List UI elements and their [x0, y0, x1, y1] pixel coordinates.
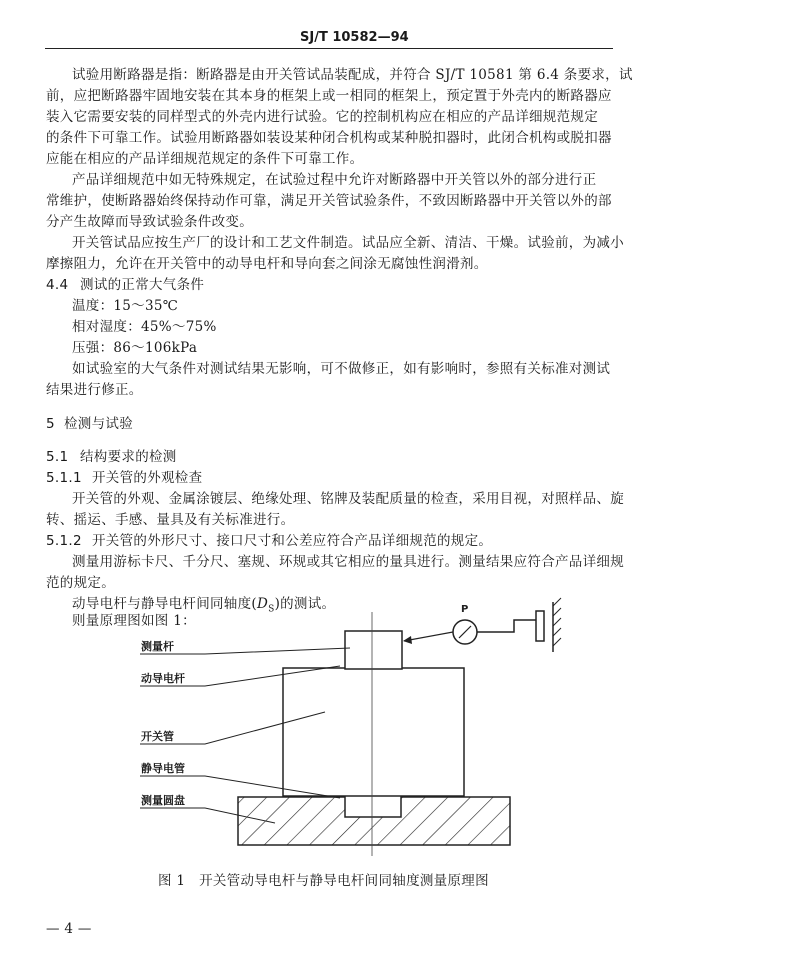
measuring-disc	[238, 797, 510, 845]
para-1-line-4: 的条件下可靠工作。试验用断路器如装设某种闭合机构或某种脱扣器时，此闭合机构或脱扣器	[46, 130, 612, 146]
coax-suffix: )的测试。	[274, 596, 336, 612]
static-tube	[345, 795, 401, 817]
section-5-1-1-body-line-2: 转、摇运、手感、量具及有关标准进行。	[46, 512, 295, 528]
dial-gauge	[453, 620, 477, 644]
para-1-line-3: 装入它需要安装的同样型式的外壳内进行试验。它的控制机构应在相应的产品详细规范规定	[46, 109, 598, 125]
label-measuring-disc: 测量圆盘	[141, 794, 185, 807]
gauge-stand-arm	[477, 620, 537, 632]
leader-disc	[140, 808, 275, 823]
section-5-1-1-number: 5.1.1	[46, 470, 82, 486]
para-1-line-5: 应能在相应的产品详细规范规定的条件下可靠工作。	[46, 151, 364, 167]
condition-temperature: 温度：15～35℃	[72, 298, 179, 314]
label-measuring-rod: 测量杆	[141, 640, 174, 653]
moving-rod	[345, 631, 402, 669]
coax-symbol: D	[256, 596, 269, 612]
para-2-line-2: 常维护，使断路器始终保持动作可靠，满足开关管试验条件，不致因断路器中开关管以外的部	[46, 193, 612, 209]
section-5-1-number: 5.1	[46, 449, 69, 465]
coax-subscript: S	[268, 604, 275, 615]
section-5-1-title: 结构要求的检测	[80, 449, 177, 465]
label-static-tube: 静导电管	[141, 762, 185, 775]
gauge-stand-clamp	[536, 611, 544, 641]
section-4-4-number: 4.4	[46, 277, 69, 293]
section-5-1-2-title: 开关管的外形尺寸、接口尺寸和公差应符合产品详细规范的规定。	[92, 533, 493, 549]
section-5-1-1-body-line-1: 开关管的外观、金属涂镀层、绝缘处理、铭牌及装配质量的检查，采用目视，对照样品、旋	[72, 491, 624, 507]
para-2-line-1: 产品详细规范中如无特殊规定，在试验过程中允许对断路器中开关管以外的部分进行正	[72, 172, 597, 188]
section-5-1-2-number: 5.1.2	[46, 533, 82, 549]
section-5-1-2-body-line-1: 测量用游标卡尺、千分尺、塞规、环规或其它相应的量具进行。测量结果应符合产品详细规	[72, 554, 624, 570]
section-5-title: 检测与试验	[64, 416, 133, 432]
para-3-line-2: 摩擦阻力，允许在开关管中的动导电杆和导向套之间涂无腐蚀性润滑剂。	[46, 256, 488, 272]
section-4-4-note-line-1: 如试验室的大气条件对测试结果无影响，可不做修正，如有影响时，参照有关标准对测试	[72, 361, 611, 377]
gauge-probe	[404, 632, 453, 641]
condition-pressure: 压强：86～106kPa	[72, 340, 198, 356]
condition-humidity: 相对湿度：45%～75%	[72, 319, 217, 335]
label-moving-rod: 动导电杆	[141, 672, 185, 685]
label-p: P	[461, 604, 469, 615]
section-4-4-title: 测试的正常大气条件	[80, 277, 205, 293]
para-3-line-1: 开关管试品应按生产厂的设计和工艺文件制造。试品应全新、清洁、干燥。试验前，为减小	[72, 235, 624, 251]
doc-id-header: SJ/T 10582—94	[300, 30, 409, 45]
page-number: — 4 —	[46, 921, 92, 937]
section-5-1-2-body-line-2: 范的规定。	[46, 575, 115, 591]
coax-prefix: 动导电杆与静导电杆间同轴度(	[72, 596, 257, 612]
dial-needle	[459, 626, 471, 638]
section-5-1-1-title: 开关管的外观检查	[92, 470, 203, 486]
section-5-number: 5	[46, 416, 55, 432]
principle-diagram-intro: 则量原理图如图 1：	[72, 613, 196, 629]
label-switch-tube: 开关管	[141, 730, 174, 743]
para-2-line-3: 分产生故障而导致试验条件改变。	[46, 214, 253, 230]
wall-hatch	[553, 598, 561, 646]
para-1-line-2: 前，应把断路器牢固地安装在其本身的框架上或一相同的框架上，预定置于外壳内的断路器应	[46, 88, 612, 104]
probe-tip-arrow	[403, 636, 412, 644]
header-rule	[45, 48, 613, 49]
para-1-line-1: 试验用断路器是指：断路器是由开关管试品装配成，并符合 SJ/T 10581 第 6.4 条要求，试	[72, 67, 633, 83]
switch-tube-body	[283, 668, 464, 796]
section-4-4-note-line-2: 结果进行修正。	[46, 382, 143, 398]
figure-caption: 图 1 开关管动导电杆与静导电杆间同轴度测量原理图	[158, 873, 489, 889]
